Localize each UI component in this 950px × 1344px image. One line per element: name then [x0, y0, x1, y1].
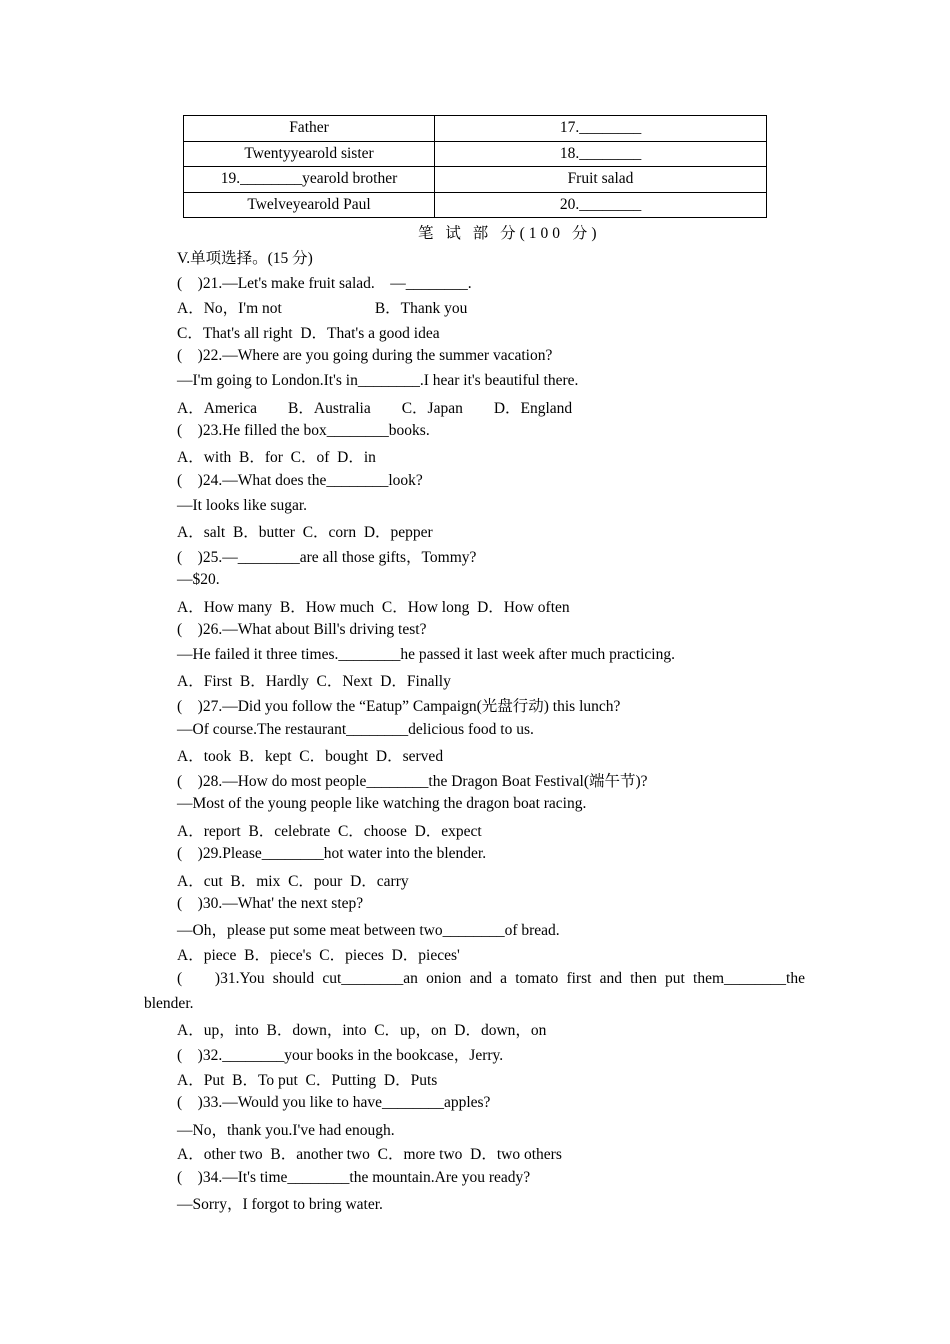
- question-line: ( )27.—Did you follow the “Eatup” Campaign(光盘行动) this lunch?: [177, 698, 621, 715]
- option-line: C．That's all right D．That's a good idea: [177, 325, 440, 342]
- question-line: —Of course.The restaurant________delicious food to us.: [177, 721, 534, 738]
- table-row: [184, 167, 767, 193]
- question-line: ( )34.—It's time________the mountain.Are you ready?: [177, 1169, 531, 1186]
- table-cell: 19.________yearold brother: [184, 167, 435, 193]
- option-line: A．Put B．To put C．Putting D．Puts: [177, 1072, 438, 1089]
- question-line: —Most of the young people like watching the dragon boat racing.: [177, 795, 587, 812]
- question-line: —No，thank you.I've had enough.: [177, 1122, 395, 1139]
- option-line: A．up，into B．down，into C．up，on D．down，on: [177, 1022, 547, 1039]
- option-line: A．cut B．mix C．pour D．carry: [177, 873, 409, 890]
- question-line: —Oh，please put some meat between two________of bread.: [177, 922, 560, 939]
- question-line: ( )28.—How do most people________the Dragon Boat Festival(端午节)?: [177, 773, 648, 790]
- option-line: A．How many B．How much C．How long D．How often: [177, 599, 570, 616]
- table-cell: 17.________: [435, 116, 767, 142]
- question-line: —He failed it three times.________he passed it last week after much practicing.: [177, 646, 675, 663]
- part-heading: V.单项选择。(15 分): [177, 250, 313, 267]
- table-row: [184, 141, 767, 167]
- question-line: —I'm going to London.It's in________.I hear it's beautiful there.: [177, 372, 579, 389]
- table-cell: Fruit salad: [435, 167, 767, 193]
- table-cell: 20.________: [435, 192, 767, 218]
- option-line: A．report B．celebrate C．choose D．expect: [177, 823, 482, 840]
- question-line: ( )32.________your books in the bookcase，Jerry.: [177, 1047, 504, 1064]
- question-line: ( )31.You should cut________an onion and a tomato first and then put them________the: [177, 970, 805, 987]
- table-row: [184, 116, 767, 142]
- table-cell: Father: [184, 116, 435, 142]
- question-line: ( )23.He filled the box________books.: [177, 422, 430, 439]
- section-title: 笔 试 部 分(100 分): [418, 225, 601, 242]
- option-line: A．took B．kept C．bought D．served: [177, 748, 444, 765]
- question-line: ( )22.—Where are you going during the summer vacation?: [177, 347, 553, 364]
- question-line: —It looks like sugar.: [177, 497, 308, 514]
- question-line: ( )29.Please________hot water into the blender.: [177, 845, 487, 862]
- question-line: ( )24.—What does the________look?: [177, 472, 423, 489]
- question-line: ( )30.—What' the next step?: [177, 895, 364, 912]
- question-line: blender.: [144, 995, 194, 1012]
- option-line: A．First B．Hardly C．Next D．Finally: [177, 673, 451, 690]
- table-row: [184, 192, 767, 218]
- question-line: ( )33.—Would you like to have________apples?: [177, 1094, 491, 1111]
- info-table: [183, 115, 767, 218]
- table-cell: Twelveyearold Paul: [184, 192, 435, 218]
- question-line: —$20.: [177, 571, 220, 588]
- question-line: —Sorry，I forgot to bring water.: [177, 1196, 383, 1213]
- option-line: A．America B．Australia C．Japan D．England: [177, 400, 573, 417]
- option-line: A．No，I'm not B．Thank you: [177, 300, 468, 317]
- option-line: A．with B．for C．of D．in: [177, 449, 376, 466]
- question-line: ( )26.—What about Bill's driving test?: [177, 621, 427, 638]
- table-cell: 18.________: [435, 141, 767, 167]
- question-line: ( )21.—Let's make fruit salad. —________.: [177, 275, 472, 292]
- table-cell: Twentyyearold sister: [184, 141, 435, 167]
- option-line: A．piece B．piece's C．pieces D．pieces': [177, 947, 460, 964]
- option-line: A．other two B．another two C．more two D．two others: [177, 1146, 562, 1163]
- option-line: A．salt B．butter C．corn D．pepper: [177, 524, 433, 541]
- question-line: ( )25.—________are all those gifts，Tommy?: [177, 549, 477, 566]
